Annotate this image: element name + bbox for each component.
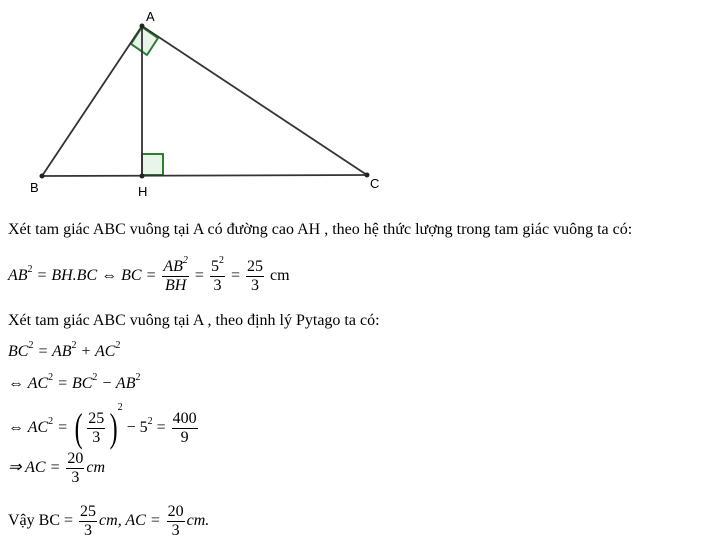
point-h (140, 174, 145, 179)
side-ac (142, 26, 367, 175)
conclusion-line: Vậy BC = $\frac{25}{3}$ cm, AC = $\frac{20}{3}$ cm. (8, 503, 210, 539)
fraction-ab2-bh: $\frac{AB^2}{BH}$ (163, 255, 188, 294)
fraction-400-9: $\frac{400}{9}$ (172, 409, 197, 446)
pythagoras-sentence: Xét tam giác ABC vuông tại A , theo định lý Pytago ta có: (8, 312, 380, 329)
point-c (365, 173, 370, 178)
right-angle-marker-a (131, 27, 158, 55)
formula-bc: $AB^2 = BH.BC$ ⇔ BC = $\frac{AB^2}{BH}$ = $\frac{5^2}{3}$ = $\frac{25}{3}$ cm (8, 255, 290, 294)
label-h: H (138, 184, 148, 199)
point-a (140, 24, 145, 29)
label-b: B (30, 180, 39, 195)
formula-pythagoras: $BC^2 = AB^2 + AC^2$ (8, 340, 121, 360)
intro-sentence: Xét tam giác ABC vuông tại A có đường cao AH , theo hệ thức lượng trong tam giác vuông ta có: (8, 221, 633, 238)
fraction-ac-20-3: $\frac{20}{3}$ (167, 503, 184, 539)
right-angle-marker-h (142, 154, 163, 175)
fraction-bc-25-3: $\frac{25}{3}$ (80, 503, 97, 539)
side-bc (42, 175, 367, 176)
side-ab (42, 26, 142, 176)
fraction-25-3-paren: $\frac{25}{3}$ (88, 409, 105, 446)
text-line-1 (8, 221, 632, 239)
fraction-25-3: $\frac{25}{3}$ (246, 258, 263, 294)
text-line-3 (8, 312, 380, 330)
point-b (40, 174, 45, 179)
fraction-5sq-3: $\frac{5^2}{3}$ (210, 255, 224, 294)
formula-ac-value: ⇔ $AC^2$ = ( $\frac{25}{3}$ )$2 - 5^2$ = $\frac{400}{9}$ (8, 402, 197, 451)
label-a: A (146, 9, 155, 24)
formula-ac-square: ⇔ $AC^2 = BC^2 - AB^2$ (8, 372, 141, 392)
triangle-figure (0, 0, 710, 200)
formula-ac-result: ⇒ AC = $\frac{20}{3}$ cm (8, 450, 106, 486)
label-c: C (370, 176, 380, 191)
fraction-20-3: $\frac{20}{3}$ (67, 450, 84, 486)
